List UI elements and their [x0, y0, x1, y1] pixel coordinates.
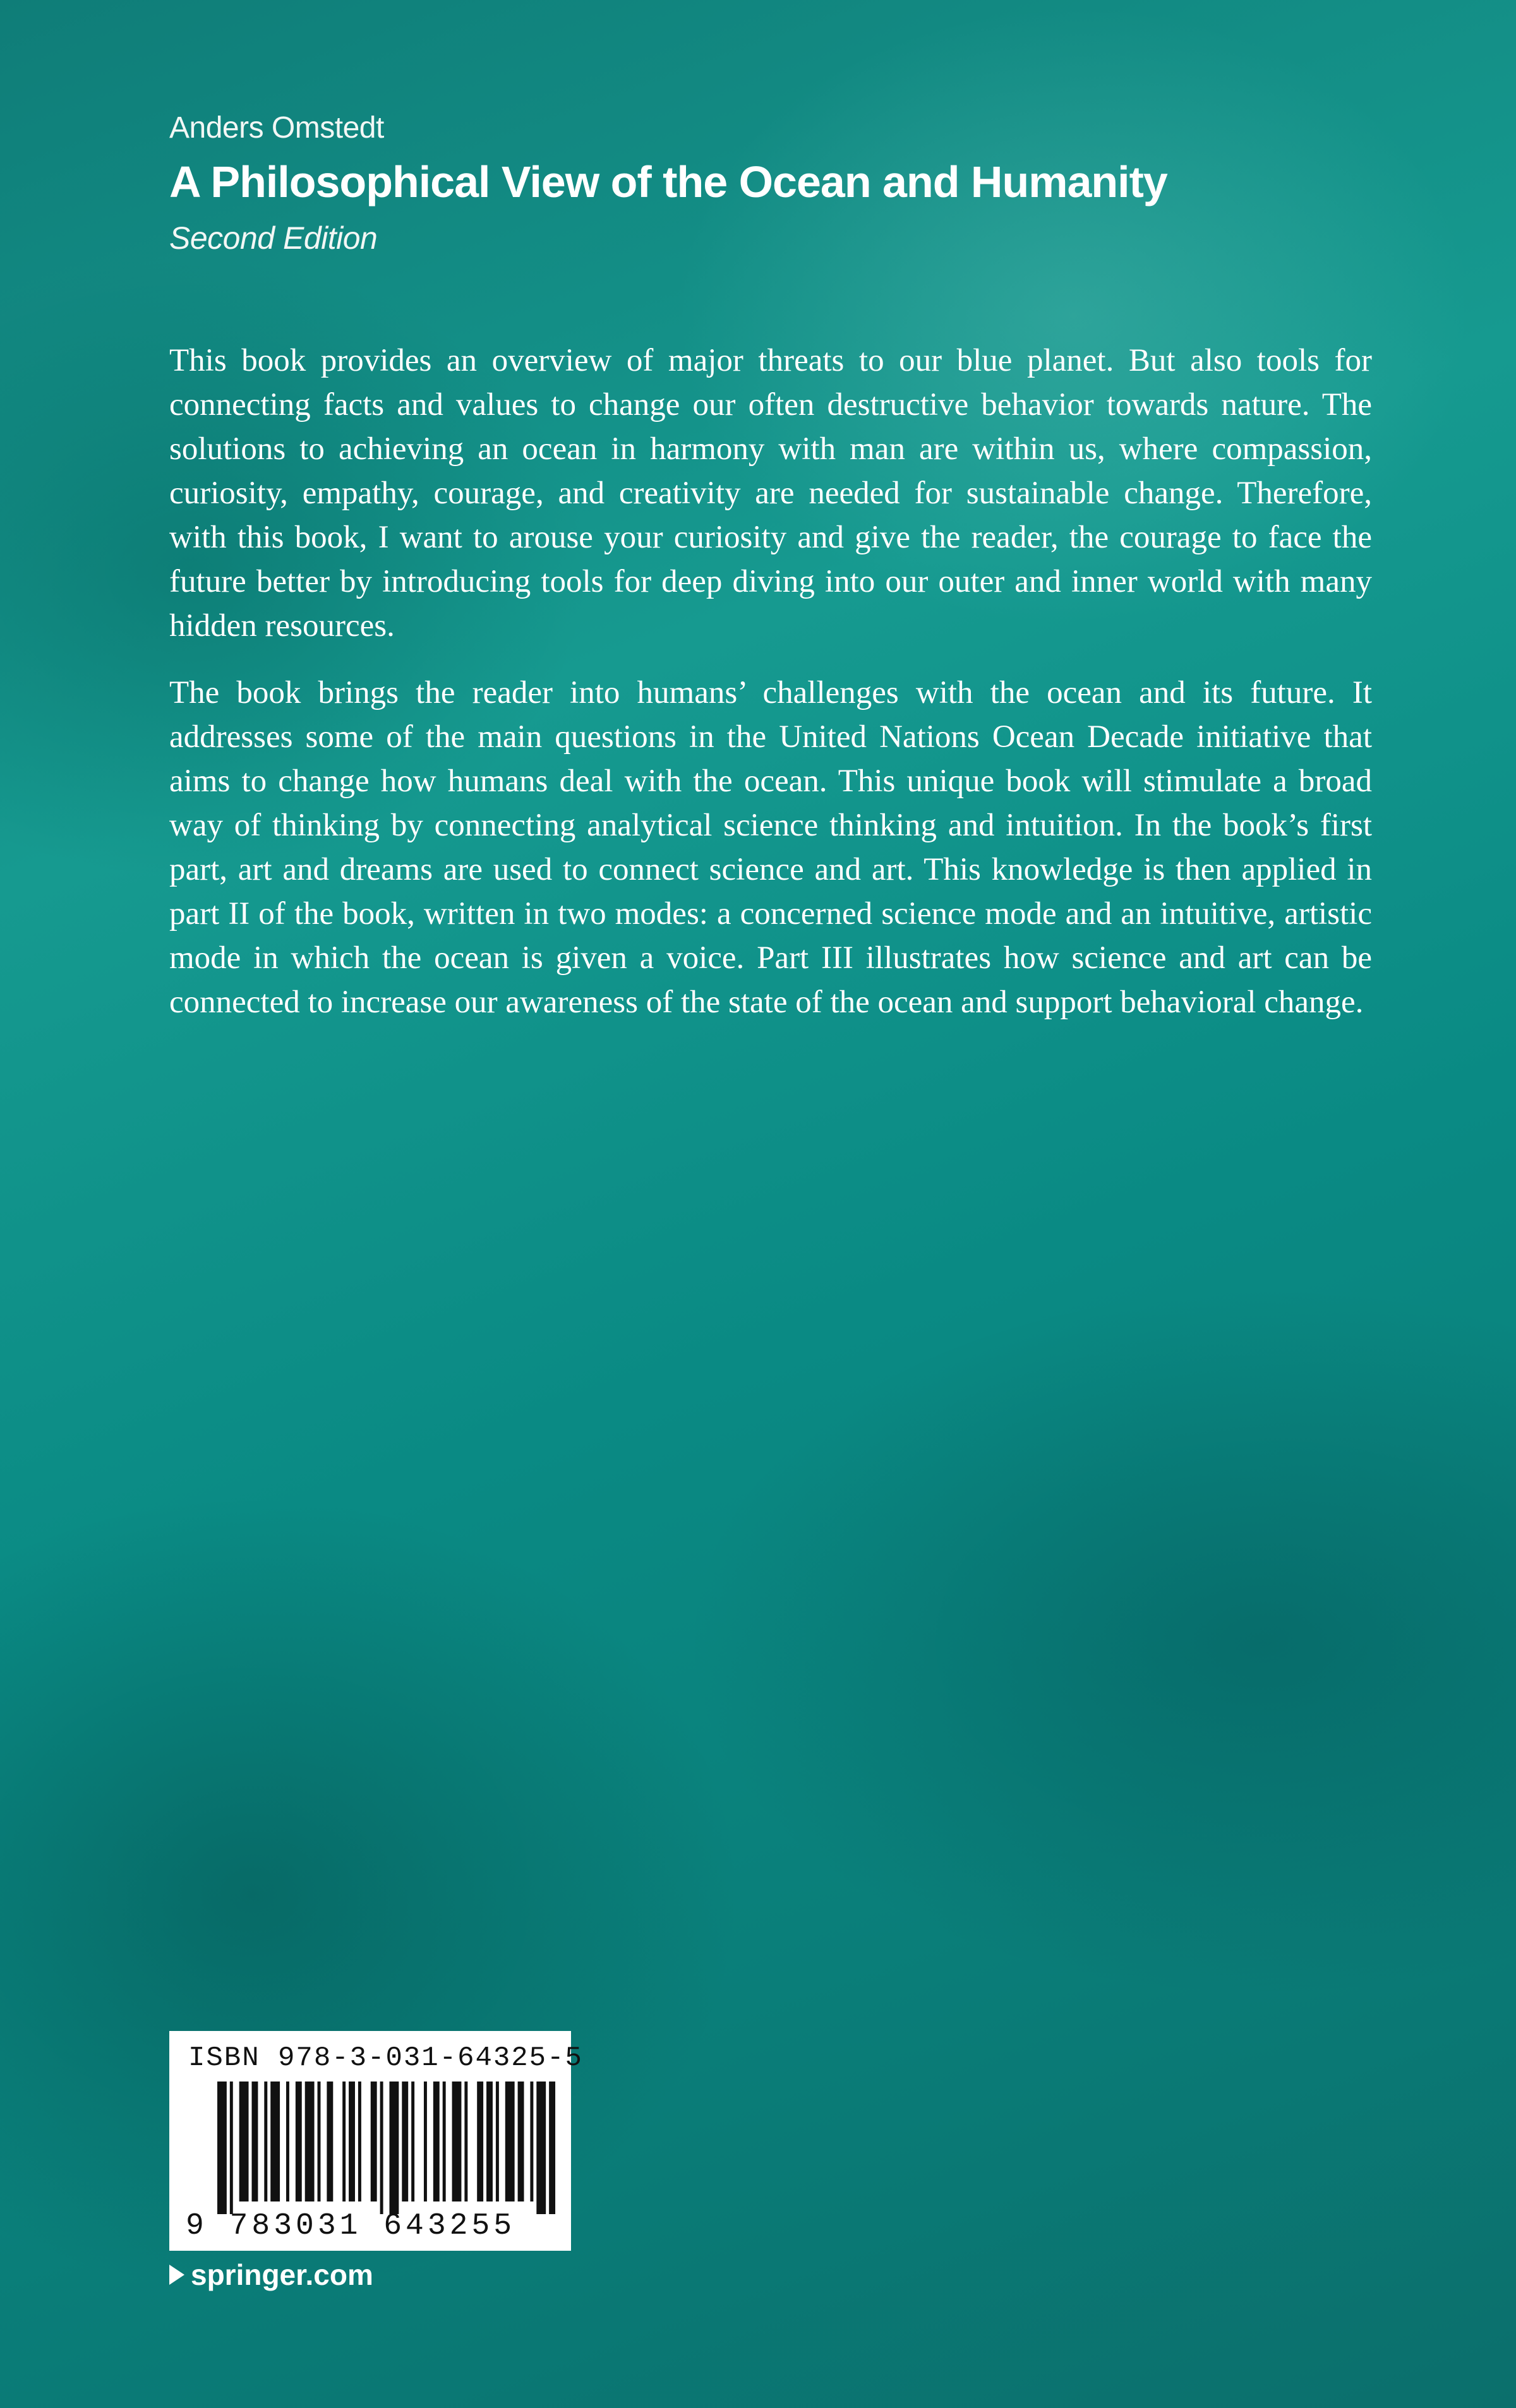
blurb-text — [169, 338, 1372, 1047]
barcode-digits: 9 783031 643255 — [186, 2209, 516, 2243]
publisher-link[interactable] — [169, 2258, 373, 2292]
isbn-label: ISBN 978-3-031-64325-5 — [188, 2042, 583, 2074]
blurb-paragraph-2: The book brings the reader into humans’ challenges with the ocean and its future. It addresses some of the main questions in the United Nations Ocean Decade initiative that aims to change how humans deal with the ocean. This unique book will stimulate a broad way of thinking by connecting analytical science thinking and intuition. In the book’s first part, art and dreams are used to connect science and art. This knowledge is then applied in part II of the book, written in two modes: a concerned science mode and an intuitive, artistic mode in which the ocean is given a voice. Part III illustrates how science and art can be connected to increase our awareness of the state of the ocean and support behavioral change. — [169, 675, 1372, 1020]
arrow-right-icon — [169, 2265, 184, 2285]
barcode-bars-icon — [217, 2082, 558, 2214]
book-title: A Philosophical View of the Ocean and Humanity — [169, 157, 1167, 207]
edition-label: Second Edition — [169, 220, 378, 256]
publisher-site[interactable]: springer.com — [191, 2258, 373, 2291]
isbn-barcode — [169, 2031, 583, 2251]
author-name: Anders Omstedt — [169, 111, 384, 145]
blurb-paragraph-1: This book provides an overview of major threats to our blue planet. But also tools for connecting facts and values to change our often destructive behavior towards nature. The solutions to achieving an ocean in harmony with man are within us, where compassion, curiosity, empathy, courage, and creativity are needed for sustainable change. Therefore, with this book, I want to arouse your curiosity and give the reader, the courage to face the future better by introducing tools for deep diving into our outer and inner world with many hidden resources. — [169, 343, 1372, 644]
